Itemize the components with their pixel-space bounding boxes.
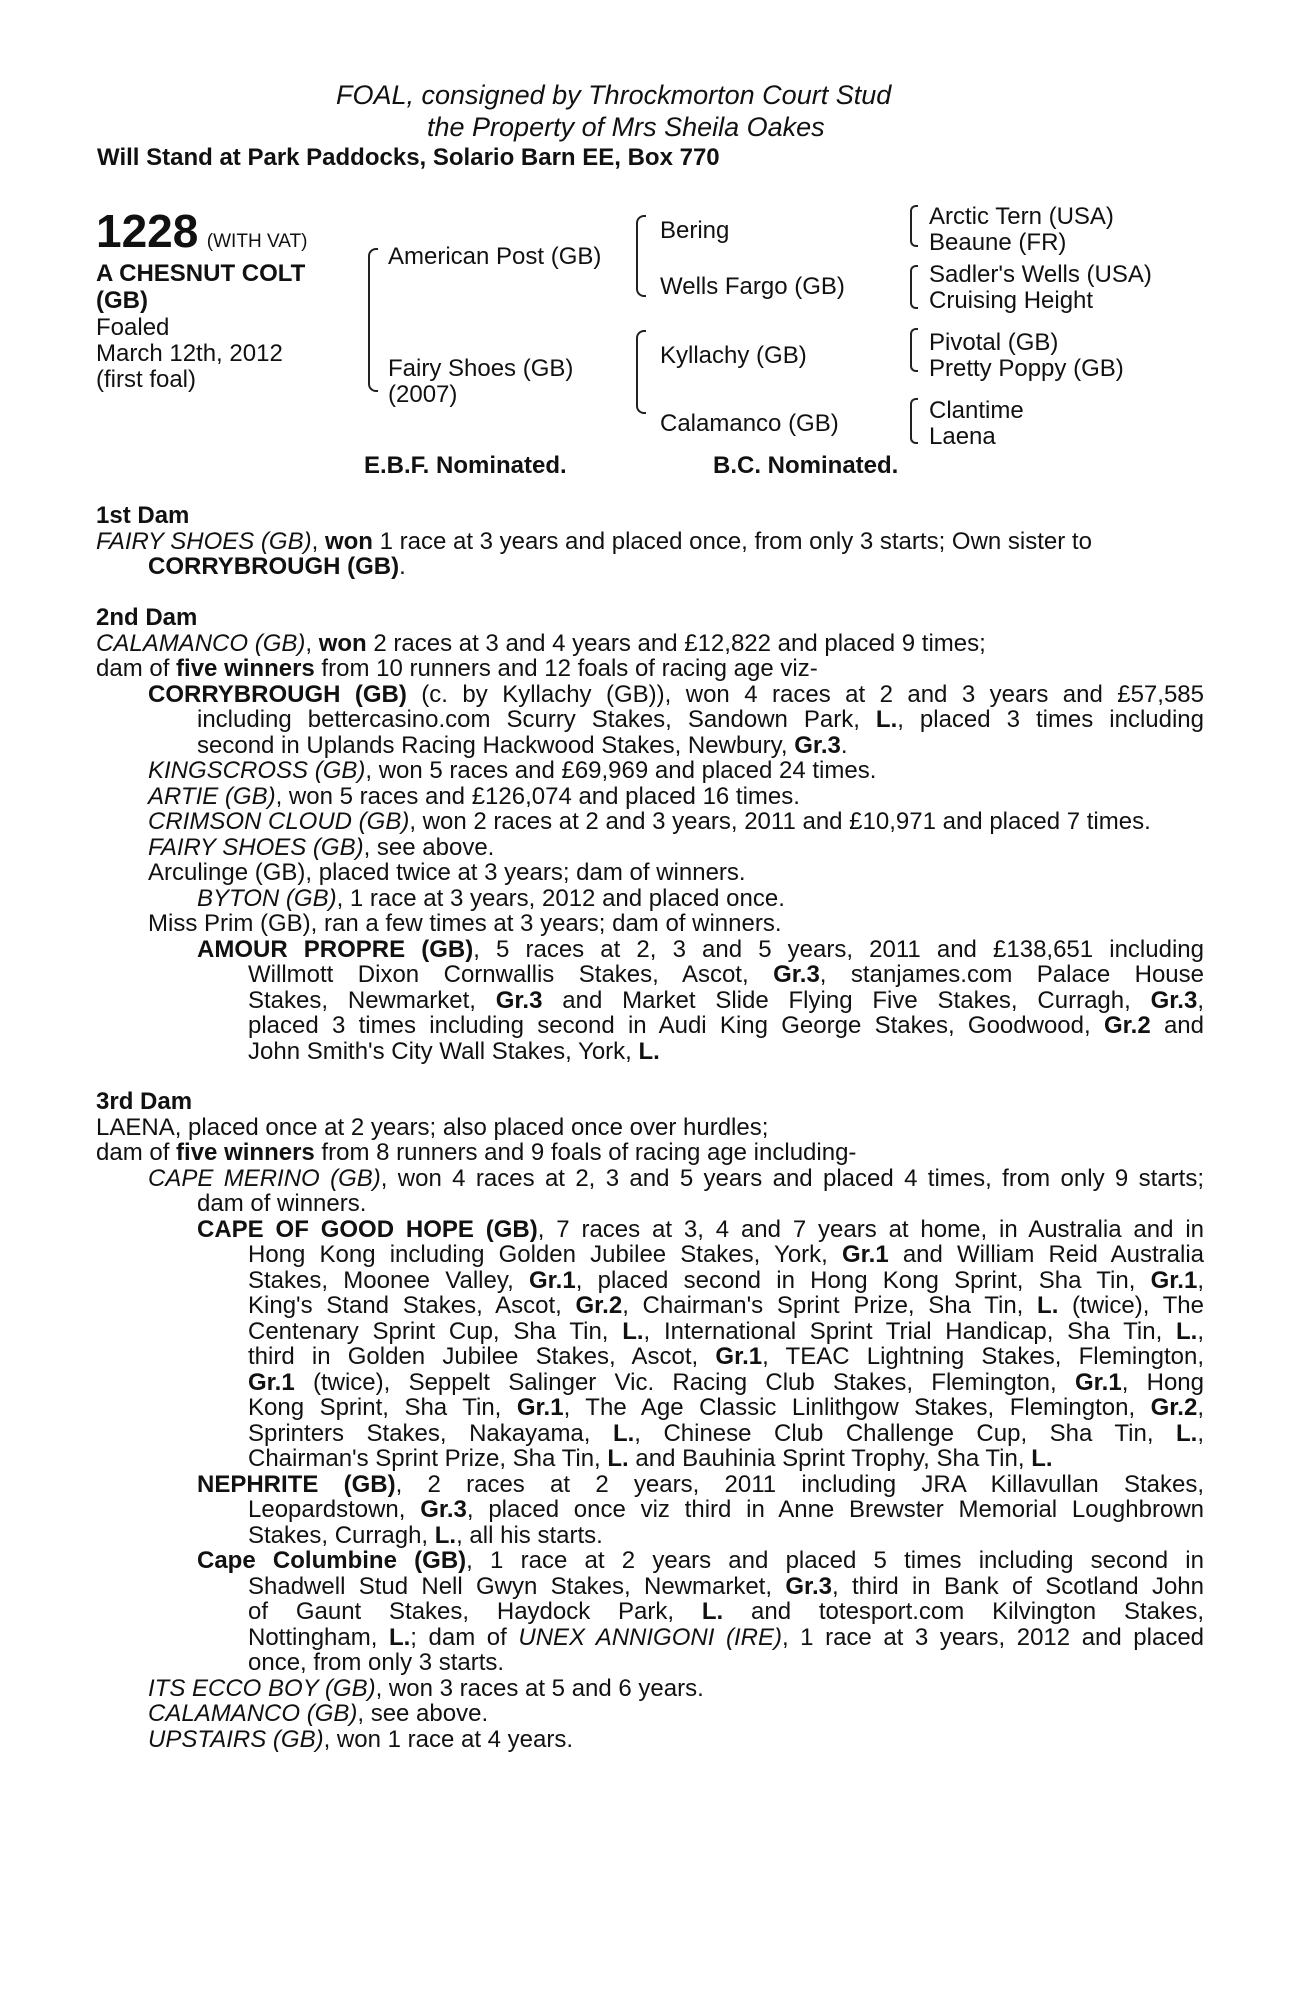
cgh-7b: Gr.1 [248, 1368, 295, 1396]
cc-4d: UNEX ANNIGONI (IRE) [518, 1623, 782, 1651]
kingscross-line [148, 758, 876, 784]
cgh-6c: , TEAC Lightning Stakes, Flemington, [762, 1343, 1204, 1370]
first-dam-line-1: FAIRY SHOES (GB), won 1 race at 3 years and placed once, from only 3 starts; Own sister to [96, 527, 1092, 555]
lot-vat: (WITH VAT) [206, 231, 308, 252]
cape-good-hope-line-7 [248, 1370, 1204, 1396]
cgh-7d: Gr.1 [1074, 1368, 1122, 1396]
cc-3c: and totesport.com Kilvington Stakes, [723, 1598, 1204, 1625]
second-dam-won: won [318, 629, 367, 657]
cc-3a: of Gaunt Stakes, Haydock Park, [248, 1598, 702, 1625]
amour-line-3 [248, 988, 1204, 1014]
second-dam-rest: 2 races at 3 and 4 years and £12,822 and placed 9 times; [366, 629, 986, 657]
pedigree-sdd: Cruising Height [929, 287, 1094, 314]
cgh-8a: Kong Sprint, Sha Tin, [248, 1394, 517, 1421]
lot-desc-1: A CHESNUT COLT [96, 260, 306, 287]
header-line-2: the Property of Mrs Sheila Oakes [427, 112, 825, 142]
amour-4b: Gr.2 [1103, 1012, 1151, 1039]
cape-good-hope-line-1 [197, 1217, 1204, 1243]
cgh-9a: Sprinters Stakes, Nakayama, [248, 1419, 613, 1447]
first-dam-sister: CORRYBROUGH (GB) [148, 553, 400, 580]
pedigree-sds: Sadler's Wells (USA) [929, 261, 1152, 288]
cape-good-hope-line-8 [248, 1395, 1204, 1421]
corrybrough-2a: including bettercasino.com Scurry Stakes, Sandown Park, [197, 706, 876, 733]
second-dam-line-2 [96, 656, 818, 682]
upstairs-line [148, 1727, 573, 1753]
pedigree-brace-sd [910, 265, 918, 309]
calamanco-line [148, 1701, 488, 1727]
first-dam-name: FAIRY SHOES (GB) [96, 527, 312, 555]
cgh-9c: , Chinese Club Challenge Cup, Sha Tin, [634, 1419, 1176, 1447]
corrybrough-rest: (c. by Kyllachy (GB)), won 4 races at 2 and 3 years and £57,585 [406, 680, 1204, 708]
cgh-9b: L. [612, 1419, 635, 1447]
pedigree-brace-ss [910, 205, 918, 247]
third-dam-section [96, 1088, 1205, 1753]
upstairs-name: UPSTAIRS (GB) [148, 1725, 324, 1753]
cgh-2c: and William Reid Australia [888, 1241, 1205, 1268]
pedigree-sire: American Post (GB) [388, 243, 602, 270]
amour-2b: Gr.3 [773, 961, 820, 988]
cgh-4b: Gr.2 [575, 1292, 623, 1319]
amour-line-1 [197, 937, 1204, 963]
its-ecco-boy-name: ITS ECCO BOY (GB) [148, 1674, 376, 1702]
second-dam-winners: five winners [176, 655, 315, 682]
nephrite-line-2 [248, 1497, 1204, 1523]
third-dam-dam-of: dam of [96, 1139, 177, 1166]
amour-5b: L. [638, 1037, 660, 1065]
cgh-4a: King's Stand Stakes, Ascot, [248, 1292, 576, 1319]
cgh-10d: L. [1031, 1445, 1053, 1472]
pedigree-ss: Bering [660, 217, 730, 244]
first-dam-section [96, 503, 1204, 583]
crimson-cloud-line [148, 809, 1151, 835]
artie-name: ARTIE (GB) [148, 782, 276, 810]
fairy-shoes-name: FAIRY SHOES (GB) [148, 833, 364, 861]
calamanco-name: CALAMANCO (GB) [148, 1700, 358, 1727]
cape-good-hope-line-3 [248, 1268, 1204, 1294]
nephrite-2b: Gr.3 [420, 1496, 467, 1523]
amour-5a: John Smith's City Wall Stakes, York, [248, 1037, 639, 1065]
pedigree-dam: Fairy Shoes (GB) [388, 355, 574, 382]
cgh-7e: , Hong [1121, 1368, 1204, 1396]
cgh-5c: , International Sprint Trial Handicap, Sha Tin, [643, 1317, 1176, 1345]
nephrite-name: NEPHRITE (GB) [197, 1470, 396, 1498]
header-line-1: FOAL, consigned by Throckmorton Court Stud [336, 80, 892, 110]
cgh-4d: L. [1037, 1292, 1059, 1319]
kingscross-name: KINGSCROSS (GB) [148, 757, 366, 784]
upstairs-rest: , won 1 race at 4 years. [323, 1725, 574, 1753]
header-line-3: Will Stand at Park Paddocks, Solario Barn EE, Box 770 [97, 144, 720, 171]
cape-good-hope-line-5 [248, 1319, 1204, 1345]
corrybrough-2b: L. [875, 706, 898, 733]
nephrite-2a: Leopardstown, [248, 1496, 421, 1523]
artie-rest: , won 5 races and £126,074 and placed 16 times. [275, 782, 800, 810]
pedigree-brace-main [368, 248, 378, 392]
amour-line-2 [248, 962, 1204, 988]
pedigree-dds: Clantime [929, 397, 1024, 424]
pedigree-sss: Arctic Tern (USA) [929, 203, 1114, 230]
second-dam-runners: from 10 runners and 12 foals of racing age viz- [314, 655, 818, 682]
pedigree-dss: Pivotal (GB) [929, 329, 1059, 356]
its-ecco-boy-rest: , won 3 races at 5 and 6 years. [375, 1674, 704, 1702]
cgh-3b: Gr.1 [529, 1266, 576, 1294]
second-dam-name: CALAMANCO (GB) [96, 629, 306, 657]
amour-name: AMOUR PROPRE (GB) [197, 935, 474, 963]
lot-note: (first foal) [96, 366, 197, 393]
amour-line-4 [248, 1013, 1204, 1039]
cc-4b: L. [388, 1623, 411, 1651]
amour-3d: Gr.3 [1150, 986, 1198, 1014]
first-dam-line-2 [148, 554, 406, 580]
bc-nominated: B.C. Nominated. [713, 452, 899, 479]
second-dam-dam-of: dam of [96, 655, 177, 682]
cgh-5d: L. [1176, 1317, 1198, 1345]
cc-2a: Shadwell Stud Nell Gwyn Stakes, Newmarket, [248, 1572, 786, 1600]
pedigree-dsd: Pretty Poppy (GB) [929, 355, 1124, 382]
kingscross-rest: , won 5 races and £69,969 and placed 24 times. [365, 757, 877, 784]
crimson-cloud-name: CRIMSON CLOUD (GB) [148, 808, 410, 835]
corrybrough-name: CORRYBROUGH (GB) [148, 680, 407, 708]
first-dam-heading: 1st Dam [96, 502, 190, 529]
cgh-6a: third in Golden Jubilee Stakes, Ascot, [248, 1343, 716, 1370]
amour-rest: , 5 races at 2, 3 and 5 years, 2011 and £138,651 including [473, 935, 1204, 963]
fairy-shoes-rest: , see above. [363, 833, 495, 861]
pedigree-brace-dam [636, 330, 646, 414]
amour-3b: Gr.3 [495, 986, 543, 1014]
cc-4c: ; dam of [410, 1623, 519, 1651]
first-dam-rest: 1 race at 3 years and placed once, from only 3 starts; Own sister to [372, 527, 1092, 555]
corrybrough-line-3 [197, 733, 848, 759]
cgh-3d: Gr.1 [1150, 1266, 1198, 1294]
cgh-3c: , placed second in Hong Kong Sprint, Sha Tin, [575, 1266, 1151, 1294]
corrybrough-3b: Gr.3 [794, 731, 841, 759]
ebf-nominated: E.B.F. Nominated. [364, 452, 567, 479]
cgh-8b: Gr.1 [516, 1394, 564, 1421]
cape-merino-line-2: dam of winners. [197, 1190, 367, 1217]
amour-3e: , [1197, 986, 1204, 1014]
cape-columbine-line-4 [248, 1625, 1204, 1651]
nephrite-rest: , 2 races at 2 years, 2011 including JRA Killavullan Stakes, [395, 1470, 1205, 1498]
pedigree-ds: Kyllachy (GB) [660, 342, 807, 369]
cgh-9d: L. [1176, 1419, 1198, 1447]
third-dam-line-2 [96, 1140, 856, 1166]
pedigree-ssd: Beaune (FR) [929, 229, 1067, 256]
cape-columbine-name: Cape Columbine (GB) [197, 1547, 467, 1574]
first-dam-won: won [324, 527, 373, 555]
pedigree-sd: Wells Fargo (GB) [660, 273, 845, 300]
fairy-shoes-line [148, 835, 494, 861]
cape-good-hope-line-9 [248, 1421, 1204, 1447]
third-dam-runners: from 8 runners and 9 foals of racing age including- [314, 1139, 857, 1166]
miss-prim-line: Miss Prim (GB), ran a few times at 3 years; dam of winners. [148, 910, 782, 937]
cgh-3a: Stakes, Moonee Valley, [248, 1266, 529, 1294]
cgh-8d: Gr.2 [1150, 1394, 1198, 1421]
corrybrough-3a: second in Uplands Racing Hackwood Stakes, Newbury, [197, 731, 795, 759]
cgh-3e: , [1197, 1266, 1204, 1294]
lot-desc-2: (GB) [96, 287, 148, 314]
amour-4c: and [1150, 1012, 1205, 1039]
amour-3c: and Market Slide Flying Five Stakes, Curragh, [542, 986, 1151, 1014]
pedigree-dd: Calamanco (GB) [660, 410, 839, 437]
cgh-10b: L. [607, 1445, 629, 1472]
nephrite-3a: Stakes, Curragh, [248, 1521, 435, 1549]
cc-3b: L. [701, 1598, 724, 1625]
amour-line-5 [248, 1039, 660, 1065]
calamanco-rest: , see above. [357, 1700, 489, 1727]
cape-good-hope-line-4 [248, 1293, 1204, 1319]
cc-2c: , third in Bank of Scotland John [832, 1572, 1205, 1600]
amour-4a: placed 3 times including second in Audi King George Stakes, Goodwood, [248, 1012, 1104, 1039]
cape-good-hope-line-2 [248, 1242, 1204, 1268]
nephrite-line-3 [248, 1523, 603, 1549]
cgh-9e: , [1197, 1419, 1204, 1447]
corrybrough-line-2 [197, 707, 1204, 733]
cgh-5a: Centenary Sprint Cup, Sha Tin, [248, 1317, 623, 1345]
cape-columbine-line-3 [248, 1599, 1204, 1625]
cgh-4c: , Chairman's Sprint Prize, Sha Tin, [622, 1292, 1038, 1319]
third-dam-line-1: LAENA, placed once at 2 years; also placed once over hurdles; [96, 1113, 769, 1141]
nephrite-line-1 [197, 1472, 1204, 1498]
cgh-4e: (twice), The [1058, 1292, 1205, 1319]
third-dam-heading: 3rd Dam [96, 1088, 193, 1115]
cape-good-hope-line-10 [248, 1446, 1053, 1472]
pedigree-brace-sire [636, 215, 646, 297]
lot-foaled: Foaled [96, 314, 170, 341]
lot-number-value: 1228 [96, 205, 199, 257]
lot-date: March 12th, 2012 [96, 340, 283, 367]
cgh-8e: , [1197, 1394, 1204, 1421]
first-dam-sister-rest: . [399, 553, 406, 580]
byton-name: BYTON (GB) [197, 884, 337, 912]
cgh-2b: Gr.1 [841, 1241, 889, 1268]
cgh-10c: and Bauhinia Sprint Trophy, Sha Tin, [628, 1445, 1032, 1472]
cgh-6b: Gr.1 [715, 1343, 763, 1370]
cape-columbine-rest: , 1 race at 2 years and placed 5 times including second in [466, 1547, 1204, 1574]
corrybrough-2c: , placed 3 times including [897, 706, 1205, 733]
nephrite-3c: , all his starts. [456, 1521, 603, 1549]
byton-rest: , 1 race at 3 years, 2012 and placed once. [336, 884, 785, 912]
amour-2c: , stanjames.com Palace House [819, 961, 1204, 988]
cc-2b: Gr.3 [785, 1572, 833, 1600]
byton-line [197, 886, 785, 912]
pedigree-brace-dd [910, 398, 918, 444]
amour-3a: Stakes, Newmarket, [248, 986, 496, 1014]
cc-4e: , 1 race at 3 years, 2012 and placed [781, 1623, 1205, 1651]
second-dam-line-1: CALAMANCO (GB), won 2 races at 3 and 4 years and £12,822 and placed 9 times; [96, 629, 986, 657]
cgh-2a: Hong Kong including Golden Jubilee Stakes, York, [248, 1241, 842, 1268]
pedigree-ddd: Laena [929, 423, 996, 450]
its-ecco-boy-line [148, 1676, 704, 1702]
cgh-5e: , [1197, 1317, 1204, 1345]
cgh-8c: , The Age Classic Linlithgow Stakes, Flemington, [563, 1394, 1151, 1421]
pedigree-brace-ds [910, 328, 918, 372]
cape-good-hope-name: CAPE OF GOOD HOPE (GB) [197, 1215, 538, 1243]
cgh-10a: Chairman's Sprint Prize, Sha Tin, [248, 1445, 608, 1472]
pedigree-dam-year: (2007) [388, 381, 458, 408]
cgh-7c: (twice), Seppelt Salinger Vic. Racing Club Stakes, Flemington, [294, 1368, 1075, 1396]
artie-line [148, 784, 800, 810]
cape-merino-rest: , won 4 races at 2, 3 and 5 years and placed 4 times, from only 9 starts; [380, 1164, 1204, 1192]
cape-columbine-line-2 [248, 1574, 1204, 1600]
corrybrough-3c: . [840, 731, 848, 759]
corrybrough-line-1 [148, 682, 1204, 708]
nephrite-3b: L. [434, 1521, 457, 1549]
cc-4a: Nottingham, [248, 1623, 389, 1651]
cape-good-hope-rest: , 7 races at 3, 4 and 7 years at home, in Australia and in [537, 1215, 1204, 1243]
cape-merino-line-1 [148, 1166, 1204, 1192]
nephrite-2c: , placed once viz third in Anne Brewster Memorial Loughbrown [466, 1496, 1204, 1523]
cape-good-hope-line-6 [248, 1344, 1204, 1370]
cape-merino-name: CAPE MERINO (GB) [148, 1164, 381, 1192]
lot-number [96, 204, 307, 258]
second-dam-section [96, 605, 1204, 1065]
second-dam-heading: 2nd Dam [96, 604, 198, 631]
amour-2a: Willmott Dixon Cornwallis Stakes, Ascot, [248, 961, 774, 988]
crimson-cloud-rest: , won 2 races at 2 and 3 years, 2011 and £10,971 and placed 7 times. [409, 808, 1151, 835]
cape-columbine-line-1 [197, 1548, 1204, 1574]
third-dam-winners: five winners [176, 1139, 315, 1166]
cgh-5b: L. [622, 1317, 644, 1345]
arculinge-line: Arculinge (GB), placed twice at 3 years; dam of winners. [148, 859, 746, 886]
cape-columbine-line-5: once, from only 3 starts. [248, 1649, 505, 1676]
